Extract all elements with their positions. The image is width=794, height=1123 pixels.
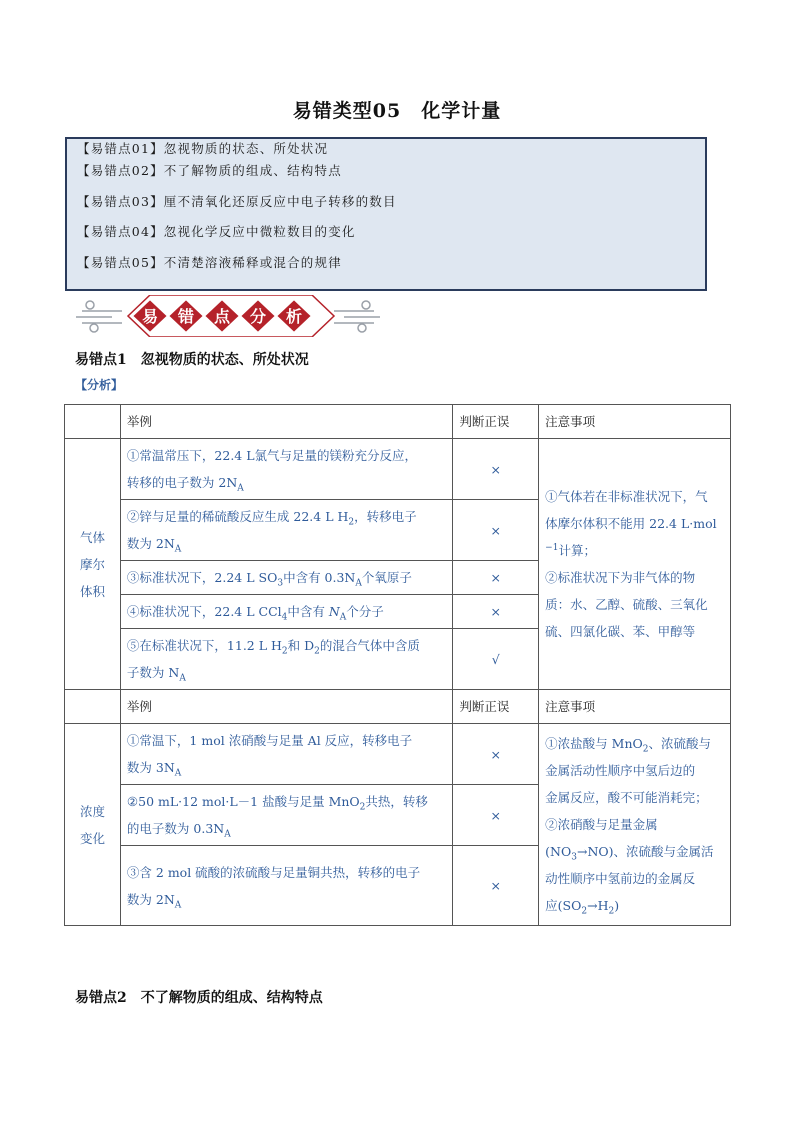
table-row <box>65 724 731 785</box>
col-judgement: 判断正误 <box>453 405 539 439</box>
example-text: ①常温下，1 mol 浓硝酸与足量 Al 反应，转移电子 数为 $3N_A$ <box>120 724 452 785</box>
table-header-row <box>65 690 731 724</box>
col-notes: 注意事项 <box>539 690 731 724</box>
col-example: 举例 <box>120 690 452 724</box>
toc-item-1: 【易错点01】忽视物质的状态、所处状况 <box>77 141 329 156</box>
judgement-mark: × <box>453 724 539 785</box>
judgement-mark: × <box>453 595 539 629</box>
section2-heading: 易错点2 不了解物质的组成、结构特点 <box>75 990 323 1006</box>
banner-char-3: 点 <box>213 307 231 326</box>
banner-char-2: 错 <box>177 307 195 326</box>
example-text: ③标准状况下，2.24 L $SO_3$中含有 $0.3N_A$个氧原子 <box>120 561 452 595</box>
col-judgement: 判断正误 <box>453 690 539 724</box>
toc-item-2: 【易错点02】不了解物质的组成、结构特点 <box>77 163 342 178</box>
table-row <box>65 439 731 500</box>
notes-concentration: ①浓盐酸与 MnO$_2$、浓硫酸与 金属活动性顺序中氢后边的 金属反应，酸不可能消耗完； ②浓硝酸与足量金属 $(NO_3\to NO)$、浓硫酸与金属活 动性顺序中氢前边的金属反 应$(SO_2\to H_2)$ <box>539 724 731 926</box>
judgement-mark: × <box>453 785 539 846</box>
col-notes: 注意事项 <box>539 405 731 439</box>
example-text: ②50 mL·12 mol·L－1 盐酸与足量 MnO$_2$共热，转移 的电子数为 $0.3N_A$ <box>120 785 452 846</box>
analysis-label: 【分析】 <box>75 378 124 392</box>
toc-item-5: 【易错点05】不清楚溶液稀释或混合的规律 <box>77 254 342 270</box>
toc-item-3: 【易错点03】厘不清氧化还原反应中电子转移的数目 <box>77 193 397 209</box>
category-gas-molar-volume: 气体 摩尔 体积 <box>65 439 121 690</box>
category-concentration-change: 浓度 变化 <box>65 724 121 926</box>
judgement-mark: × <box>453 561 539 595</box>
judgement-mark: × <box>453 846 539 926</box>
banner-char-1: 易 <box>141 307 159 326</box>
example-text: ④标准状况下，22.4 L CCl$_4$中含有 $N_A$个分子 <box>120 595 452 629</box>
toc-item-4: 【易错点04】忽视化学反应中微粒数目的变化 <box>77 224 356 239</box>
notes-gas: ①气体若在非标准状况下，气 体摩尔体积不能用 22.4 L·mol $^{-1}$计算； ②标准状况下为非气体的物 质：水、乙醇、硫酸、三氧化 硫、四氯化碳、苯、甲醇等 <box>539 439 731 690</box>
section1-heading: 易错点1 忽视物质的状态、所处状况 <box>75 352 309 368</box>
example-text: ③含 2 mol 硫酸的浓硫酸与足量铜共热，转移的电子 数为 $2N_A$ <box>120 846 452 926</box>
banner-right-swirl-icon <box>334 301 380 332</box>
judgement-mark: × <box>453 439 539 500</box>
example-text: ①常温常压下，22.4 L氯气与足量的镁粉充分反应， 转移的电子数为 $2N_A$ <box>120 439 452 500</box>
page-title: 易错类型05 化学计量 <box>292 100 502 122</box>
example-text: ⑤在标准状况下，11.2 L $H_2$和 $D_2$的混合气体中含质 子数为 $N_A$ <box>120 629 452 690</box>
error-points-list <box>65 137 707 291</box>
judgement-mark: √ <box>453 629 539 690</box>
judgement-mark: × <box>453 500 539 561</box>
analysis-banner <box>72 295 384 337</box>
banner-left-swirl-icon <box>76 301 122 332</box>
col-example: 举例 <box>120 405 452 439</box>
banner-char-5: 析 <box>285 307 303 326</box>
example-text: ②锌与足量的稀硫酸反应生成 22.4 L $H_2$，转移电子 数为 $2N_A$ <box>120 500 452 561</box>
section1-table <box>64 404 731 926</box>
banner-char-4: 分 <box>249 307 267 326</box>
table-header-row <box>65 405 731 439</box>
